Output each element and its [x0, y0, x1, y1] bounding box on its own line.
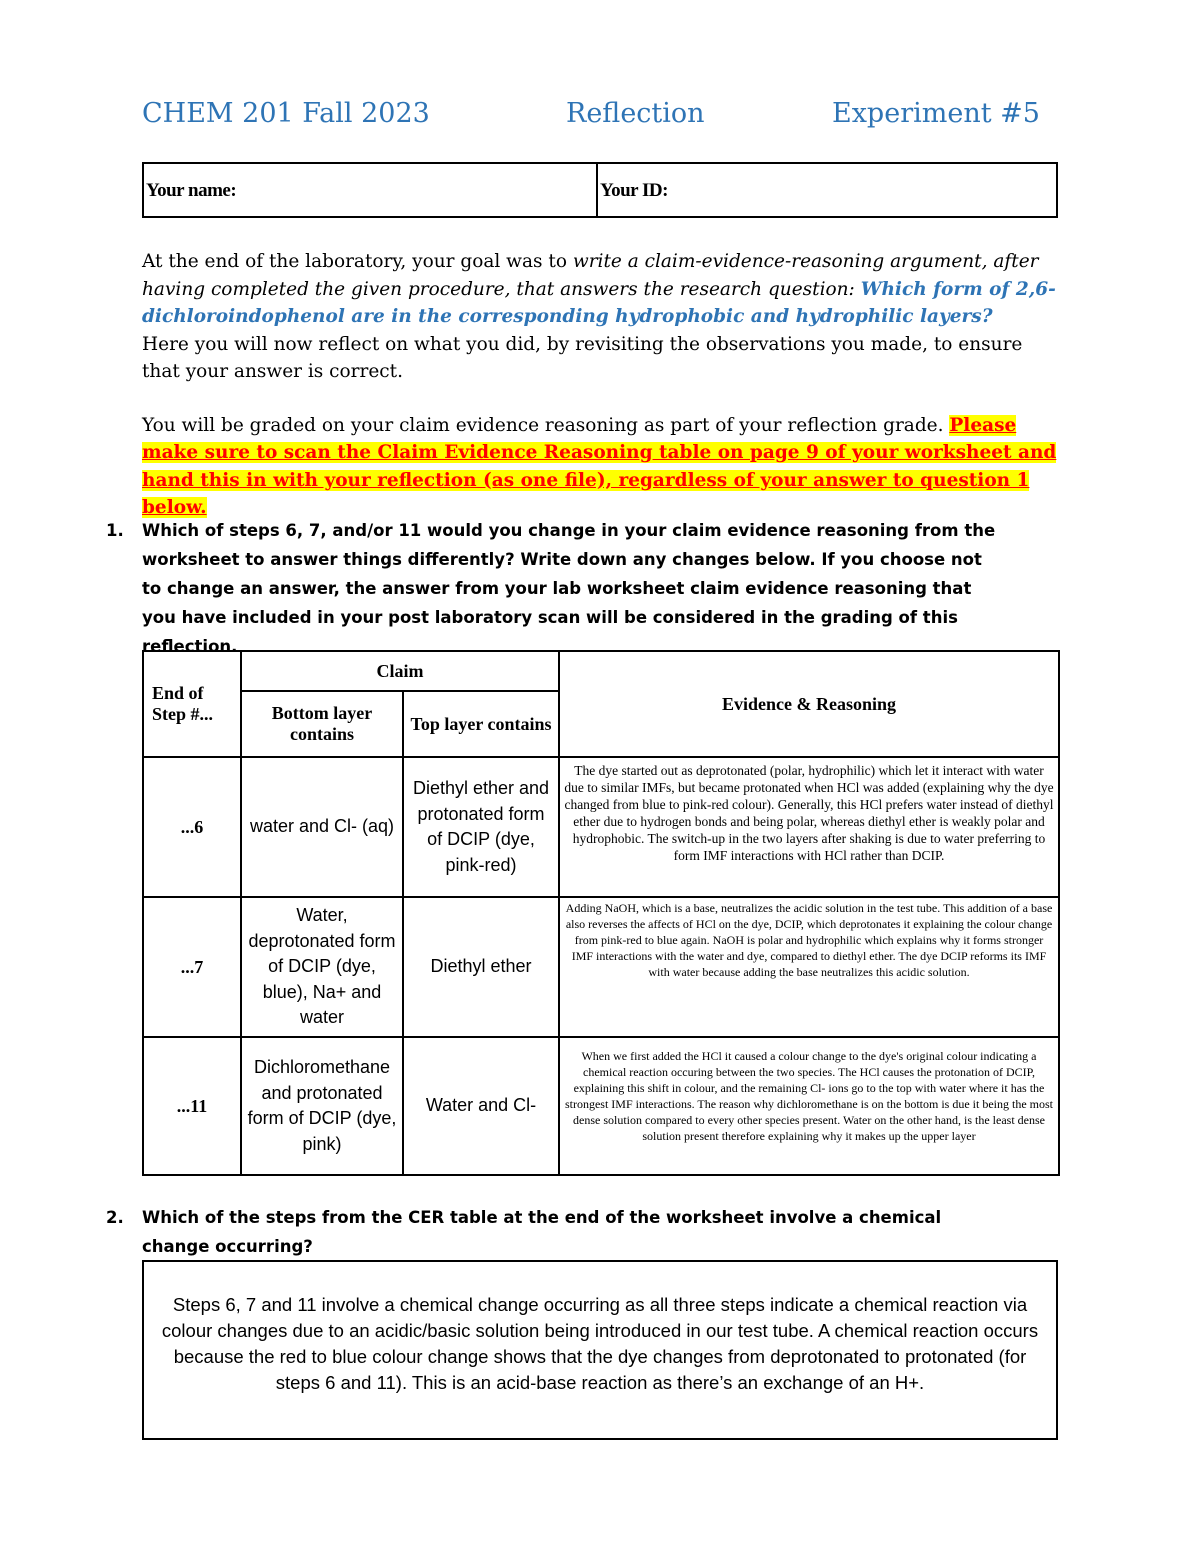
name-field[interactable]: Your name:: [146, 180, 237, 201]
experiment-number: Experiment #5: [832, 98, 1040, 129]
col-step-header: End of Step #...: [143, 651, 241, 757]
step-cell: ...7: [143, 897, 241, 1037]
col-bottom-header: Bottom layer contains: [241, 691, 403, 757]
student-id-table: [142, 162, 1058, 218]
research-question: Which form of 2,6-dichloroindophenol are in the corresponding hydrophobic and hydrophilic layers?: [142, 278, 1056, 327]
intro-paragraph: At the end of the laboratory, your goal was to write a claim-evidence-reasoning argument, after having completed the given procedure, that answers the research question: Which form of 2,6-dichloroindophenol are in the corresponding hydrophobic and hydrophilic layers? Here you will now reflect on what you did, by revisiting the observations you made, to ensure that your answer is correct.: [142, 251, 1056, 382]
question-2-answer-box[interactable]: Steps 6, 7 and 11 involve a chemical change occurring as all three steps indicate a chemical reaction via colour changes due to an acidic/basic solution being introduced in our test tube. A chemical reaction occurs because the red to blue colour change shows that the dye changes from deprotonated to protonated (for steps 6 and 11). This is an acid-base reaction as there’s an exchange of an H+.: [142, 1260, 1058, 1440]
page-header: [142, 98, 1058, 140]
evidence-cell[interactable]: Adding NaOH, which is a base, neutralizes the acidic solution in the test tube. This addition of a base also reverses the affects of HCl on the dye, DCIP, which deprotonates it explaining the colour change from pink-red to blue again. NaOH is polar and hydrophilic which explains why it forms stronger IMF interactions with the water and dye, compared to diethyl ether. The dye DCIP reforms its IMF with water because adding the base neutralizes this acidic solution.: [559, 897, 1059, 1037]
bottom-layer-cell[interactable]: Water, deprotonated form of DCIP (dye, blue), Na+ and water: [241, 897, 403, 1037]
bottom-layer-cell[interactable]: water and Cl- (aq): [241, 757, 403, 897]
document-type: Reflection: [566, 98, 705, 129]
bottom-layer-cell[interactable]: Dichloromethane and protonated form of DCIP (dye, pink): [241, 1037, 403, 1175]
step-cell: ...11: [143, 1037, 241, 1175]
table-row: [143, 757, 1059, 897]
question-1: 1. Which of steps 6, 7, and/or 11 would you change in your claim evidence reasoning from the worksheet to answer things differently? Write down any changes below. If you choose not to change an answer, the answer from your lab worksheet claim evidence reasoning that you have included in your post laboratory scan will be considered in the grading of this reflection.: [106, 521, 996, 656]
cer-table: [142, 650, 1060, 1176]
table-row: [143, 1037, 1059, 1175]
top-layer-cell[interactable]: Diethyl ether and protonated form of DCIP (dye, pink-red): [403, 757, 559, 897]
col-top-header: Top layer contains: [403, 691, 559, 757]
grading-paragraph: You will be graded on your claim evidence reasoning as part of your reflection grade. Please make sure to scan the Claim Evidence Reasoning table on page 9 of your worksheet and hand this in with your reflection (as one file), regardless of your answer to question 1 below.: [142, 414, 1057, 518]
evidence-cell[interactable]: The dye started out as deprotonated (polar, hydrophilic) which let it interact with water due to similar IMFs, but became protonated when HCl was added (explaining why the dye changed from blue to pink-red colour). Generally, this HCl prefers water instead of diethyl ether due to hydrogen bonds and being polar, whereas diethyl ether is weakly polar and hydrophobic. The switch-up in the two layers after shaking is due to water preferring to form IMF interactions with HCl rather than DCIP.: [559, 757, 1059, 897]
course-title: CHEM 201 Fall 2023: [142, 98, 430, 129]
col-evidence-header: Evidence & Reasoning: [559, 651, 1059, 757]
id-field[interactable]: Your ID:: [596, 164, 1056, 216]
table-row: [143, 897, 1059, 1037]
question-2: 2. Which of the steps from the CER table at the end of the worksheet involve a chemical change occurring?: [106, 1208, 942, 1256]
instructions: [142, 248, 1062, 522]
top-layer-cell[interactable]: Water and Cl-: [403, 1037, 559, 1175]
highlighted-warning: Please make sure to scan the Claim Evidence Reasoning table on page 9 of your worksheet and hand this in with your reflection (as one file), regardless of your answer to question 1 below.: [142, 414, 1057, 518]
top-layer-cell[interactable]: Diethyl ether: [403, 897, 559, 1037]
step-cell: ...6: [143, 757, 241, 897]
col-claim-header: Claim: [241, 651, 559, 691]
evidence-cell[interactable]: When we first added the HCl it caused a colour change to the dye's original colour indicating a chemical reaction occuring between the two species. The HCl causes the protonation of DCIP, explaining this shift in colour, and the remaining Cl- ions go to the top with water where it has the strongest IMF interactions. The reason why dichloromethane is on the bottom is due it being the most dense solution compared to every other species present. Water on the other hand, is the least dense solution present therefore explaining why it makes up the upper layer: [559, 1037, 1059, 1175]
